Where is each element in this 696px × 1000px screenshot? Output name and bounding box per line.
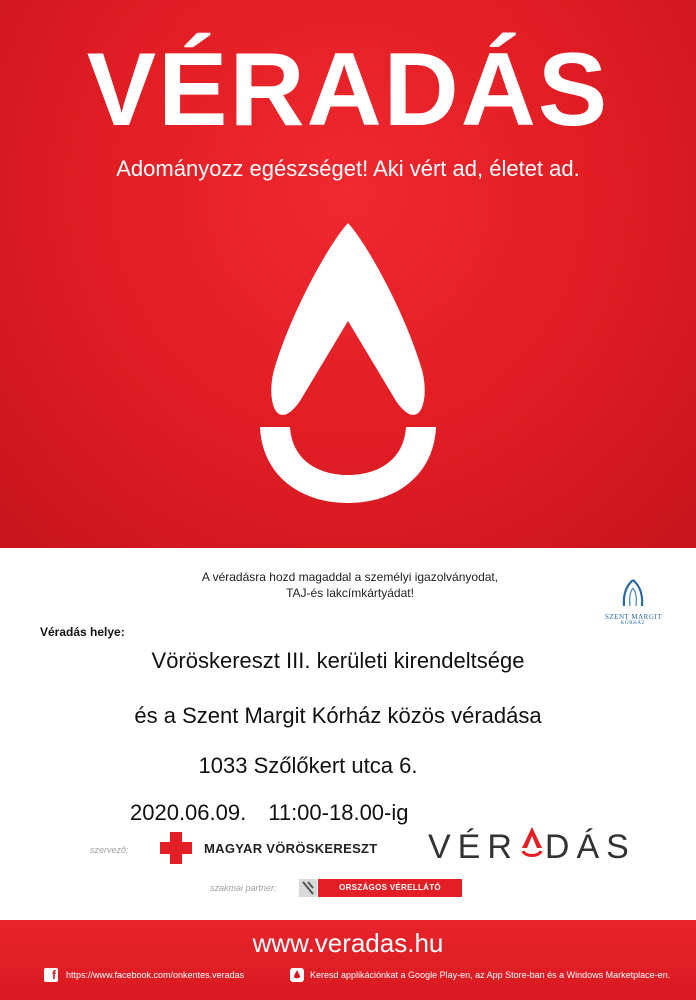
veradas-logo-left: VÉR [428,828,519,866]
organizer-name: MAGYAR VÖRÖSKERESZT [204,841,378,856]
event-datetime [130,800,430,826]
hospital-name: SZENT MARGIT [605,613,663,621]
hospital-arch-icon [618,578,648,608]
veradas-logo-right: DÁS [544,828,636,866]
blood-drop-smile-icon [238,205,458,505]
partner-label: szakmai partner: [210,883,277,893]
venue-address: 1033 Szőlőkert utca 6. [198,753,418,778]
partner-name: ORSZÁGOS VÉRELLÁTÓ SZOLGÁLAT [318,879,462,897]
venue-line-2: és a Szent Margit Kórház közös véradása [134,703,542,728]
event-date: 2020.06.09. [130,800,247,825]
hospital-sub: KÓRHÁZ [620,621,646,626]
website-link[interactable]: www.veradas.hu [252,928,444,958]
organizer-label: szervező: [90,845,129,855]
facebook-link[interactable]: https://www.facebook.com/onkentes.veradas [66,970,245,980]
event-time: 11:00-18.00-ig [268,800,409,825]
hero-title: VÉRADÁS [86,32,610,148]
facebook-icon: f [44,968,58,982]
venue-line-1: Vöröskereszt III. kerületi kirendeltsége [151,648,525,673]
veradas-logo-drop-icon [519,826,545,858]
szent-margit-logo [605,578,661,626]
notice-line-1: A véradásra hozd magaddal a személyi igazolványodat, [201,570,499,584]
bring-documents-notice [150,569,550,601]
app-drop-icon [290,968,304,982]
red-cross-icon [158,830,194,866]
notice-line-2: TAJ-és lakcímkártyádat! [286,586,414,600]
location-label: Véradás helye: [40,625,125,639]
app-download-text: Keresd applikációnkat a Google Play-en, az App Store-ban és a Windows Marketplace-en. [310,970,671,980]
ovsz-drop-icon [299,879,317,897]
veradas-logo [428,826,636,864]
hero-subtitle: Adományozz egészséget! Aki vért ad, életet ad. [116,156,580,181]
footer-bar [0,920,696,1000]
